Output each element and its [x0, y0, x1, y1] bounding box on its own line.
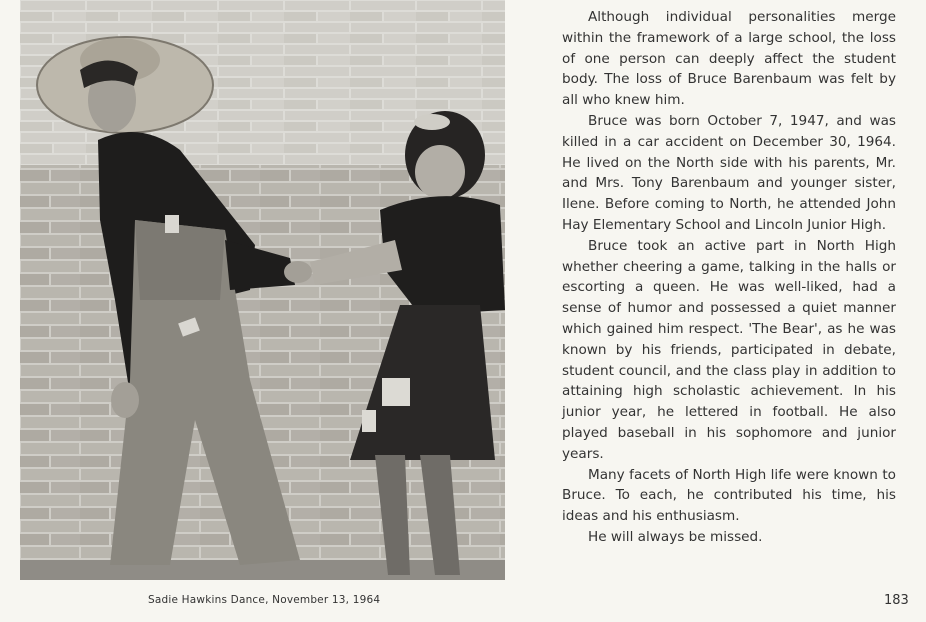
page-number: 183 [884, 593, 909, 608]
article-paragraph: Bruce took an active part in North High whether cheering a game, talking in the halls or escorting a queen. He was well-liked, had a sense of humor and possessed a quiet manner which gained him respect. 'The Bear', as he was known by his friends, participated in debate, student council, and the class play in addition to attaining high scholastic achievement. In his junior year, he lettered in football. He also played baseball in his sophomore and junior years. [562, 237, 896, 462]
dance-photo [20, 0, 505, 580]
memorial-article [562, 7, 896, 548]
article-paragraph: Many facets of North High life were known to Bruce. To each, he contributed his time, his ideas and his enthusiasm. [562, 466, 896, 525]
article-paragraph: Although individual personalities merge within the framework of a large school, the loss of one person can deeply affect the student body. The loss of Bruce Barenbaum was felt by all who knew him. [562, 9, 896, 109]
article-paragraph: Bruce was born October 7, 1947, and was killed in a car accident on December 30, 1964. He lived on the North side with his parents, Mr. and Mrs. Tony Barenbaum and younger sister, Ilene. Before coming to North, he attended John Hay Elementary School and Lincoln Junior High. [562, 112, 896, 233]
article-paragraph: He will always be missed. [588, 528, 763, 545]
photo-caption: Sadie Hawkins Dance, November 13, 1964 [148, 594, 381, 606]
photograph-icon [20, 0, 505, 580]
